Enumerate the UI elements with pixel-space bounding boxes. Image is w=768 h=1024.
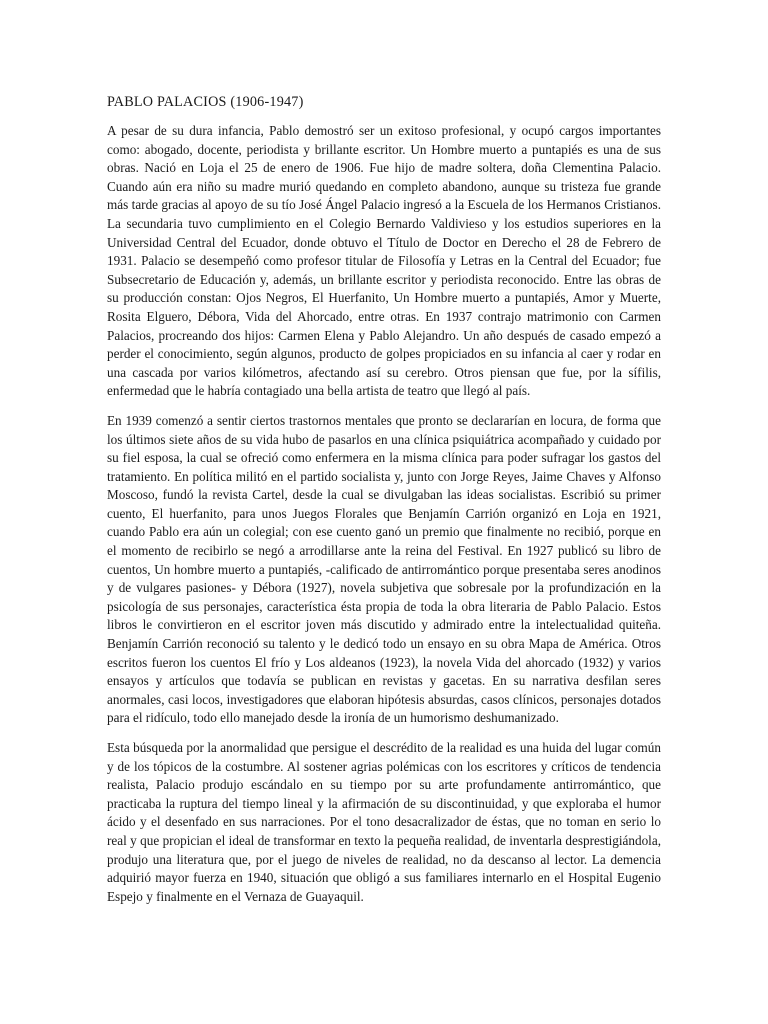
paragraph-illness-and-works: En 1939 comenzó a sentir ciertos trastornos mentales que pronto se declararían en locura, de forma que los últimos siete años de su vida hubo de pasarlos en una clínica psiquiátrica acompañado y cuidado por su fiel esposa, la cual se ofreció como enfermera en la misma clínica para poder sufragar los gastos del tratamiento. En política militó en el partido socialista y, junto con Jorge Reyes, Jaime Chaves y Alfonso Moscoso, fundó la revista Cartel, desde la cual se divulgaban las ideas socialistas. Escribió su primer cuento, El huerfanito, para unos Juegos Florales que Benjamín Carrión organizó en Loja en 1921, cuando Pablo era aún un colegial; con ese cuento ganó un premio que finalmente no recibió, porque en el momento de recibirlo se negó a arrodillarse ante la reina del Festival. En 1927 publicó su libro de cuentos, Un hombre muerto a puntapiés, -calificado de antirromántico porque presentaba seres anodinos y de vulgares pasiones- y Débora (1927), novela subjetiva que sobresale por la profundización en la psicología de sus personajes, característica ésta propia de toda la obra literaria de Pablo Palacio. Estos libros le convirtieron en el escritor joven más discutido y admirado entre la intelectualidad quiteña. Benjamín Carrión reconoció su talento y le dedicó todo un ensayo en su obra Mapa de América. Otros escritos fueron los cuentos El frío y Los aldeanos (1923), la novela Vida del ahorcado (1932) y varios ensayos y artículos que todavía se publican en revistas y gacetas. En su narrativa desfilan seres anormales, casi locos, investigadores que elaboran hipótesis absurdas, casos clínicos, personajes dotados para el ridículo, todo ello manejado desde la ironía de un humorismo deshumanizado.	[107, 412, 661, 726]
paragraph-literary-style: Esta búsqueda por la anormalidad que persigue el descrédito de la realidad es una huida del lugar común y de los tópicos de la costumbre. Al sostener agrias polémicas con los escritores y críticos de tendencia realista, Palacio produjo escándalo en su tiempo por su arte profundamente antirromántico, que practicaba la ruptura del tiempo lineal y la afirmación de su discontinuidad, y que exploraba el humor ácido y el desenfado en sus narraciones. Por el tono desacralizador de éstas, que no toman en serio lo real y que propician el ideal de transformar en texto la pequeña realidad, de inventarla desprestigiándola, produjo una literatura que, por el juego de niveles de realidad, no da descanso al lector. La demencia adquirió mayor fuerza en 1940, situación que obligó a sus familiares internarlo en el Hospital Eugenio Espejo y finalmente en el Vernaza de Guayaquil.	[107, 740, 661, 904]
document-title: PABLO PALACIOS (1906-1947)	[107, 94, 304, 110]
paragraph-biography: A pesar de su dura infancia, Pablo demostró ser un exitoso profesional, y ocupó cargos importantes como: abogado, docente, periodista y brillante escritor. Un Hombre muerto a puntapiés es una de sus obras. Nació en Loja el 25 de enero de 1906. Fue hijo de madre soltera, doña Clementina Palacio. Cuando aún era niño su madre murió quedando en completo abandono, aunque su tristeza fue grande más tarde gracias al apoyo de su tío José Ángel Palacio ingresó a la Escuela de los Hermanos Cristianos. La secundaria tuvo cumplimiento en el Colegio Bernardo Valdivieso y los estudios superiores en la Universidad Central del Ecuador, donde obtuvo el Título de Doctor en Derecho el 28 de Febrero de 1931. Palacio se desempeñó como profesor titular de Filosofía y Letras en la Central del Ecuador; fue Subsecretario de Educación y, además, un brillante escritor y periodista reconocido. Entre las obras de su producción constan: Ojos Negros, El Huerfanito, Un Hombre muerto a puntapiés, Amor y Muerte, Rosita Elguero, Débora, Vida del Ahorcado, entre otras. En 1937 contrajo matrimonio con Carmen Palacios, procreando dos hijos: Carmen Elena y Pablo Alejandro. Un año después de casado empezó a perder el conocimiento, según algunos, producto de golpes propiciados en su infancia al caer y rodar en una cascada por varios kilómetros, afectando así su cerebro. Otros piensan que fue, por la sífilis, enfermedad que le habría contagiado una bella artista de teatro que llegó al país.	[107, 123, 661, 399]
